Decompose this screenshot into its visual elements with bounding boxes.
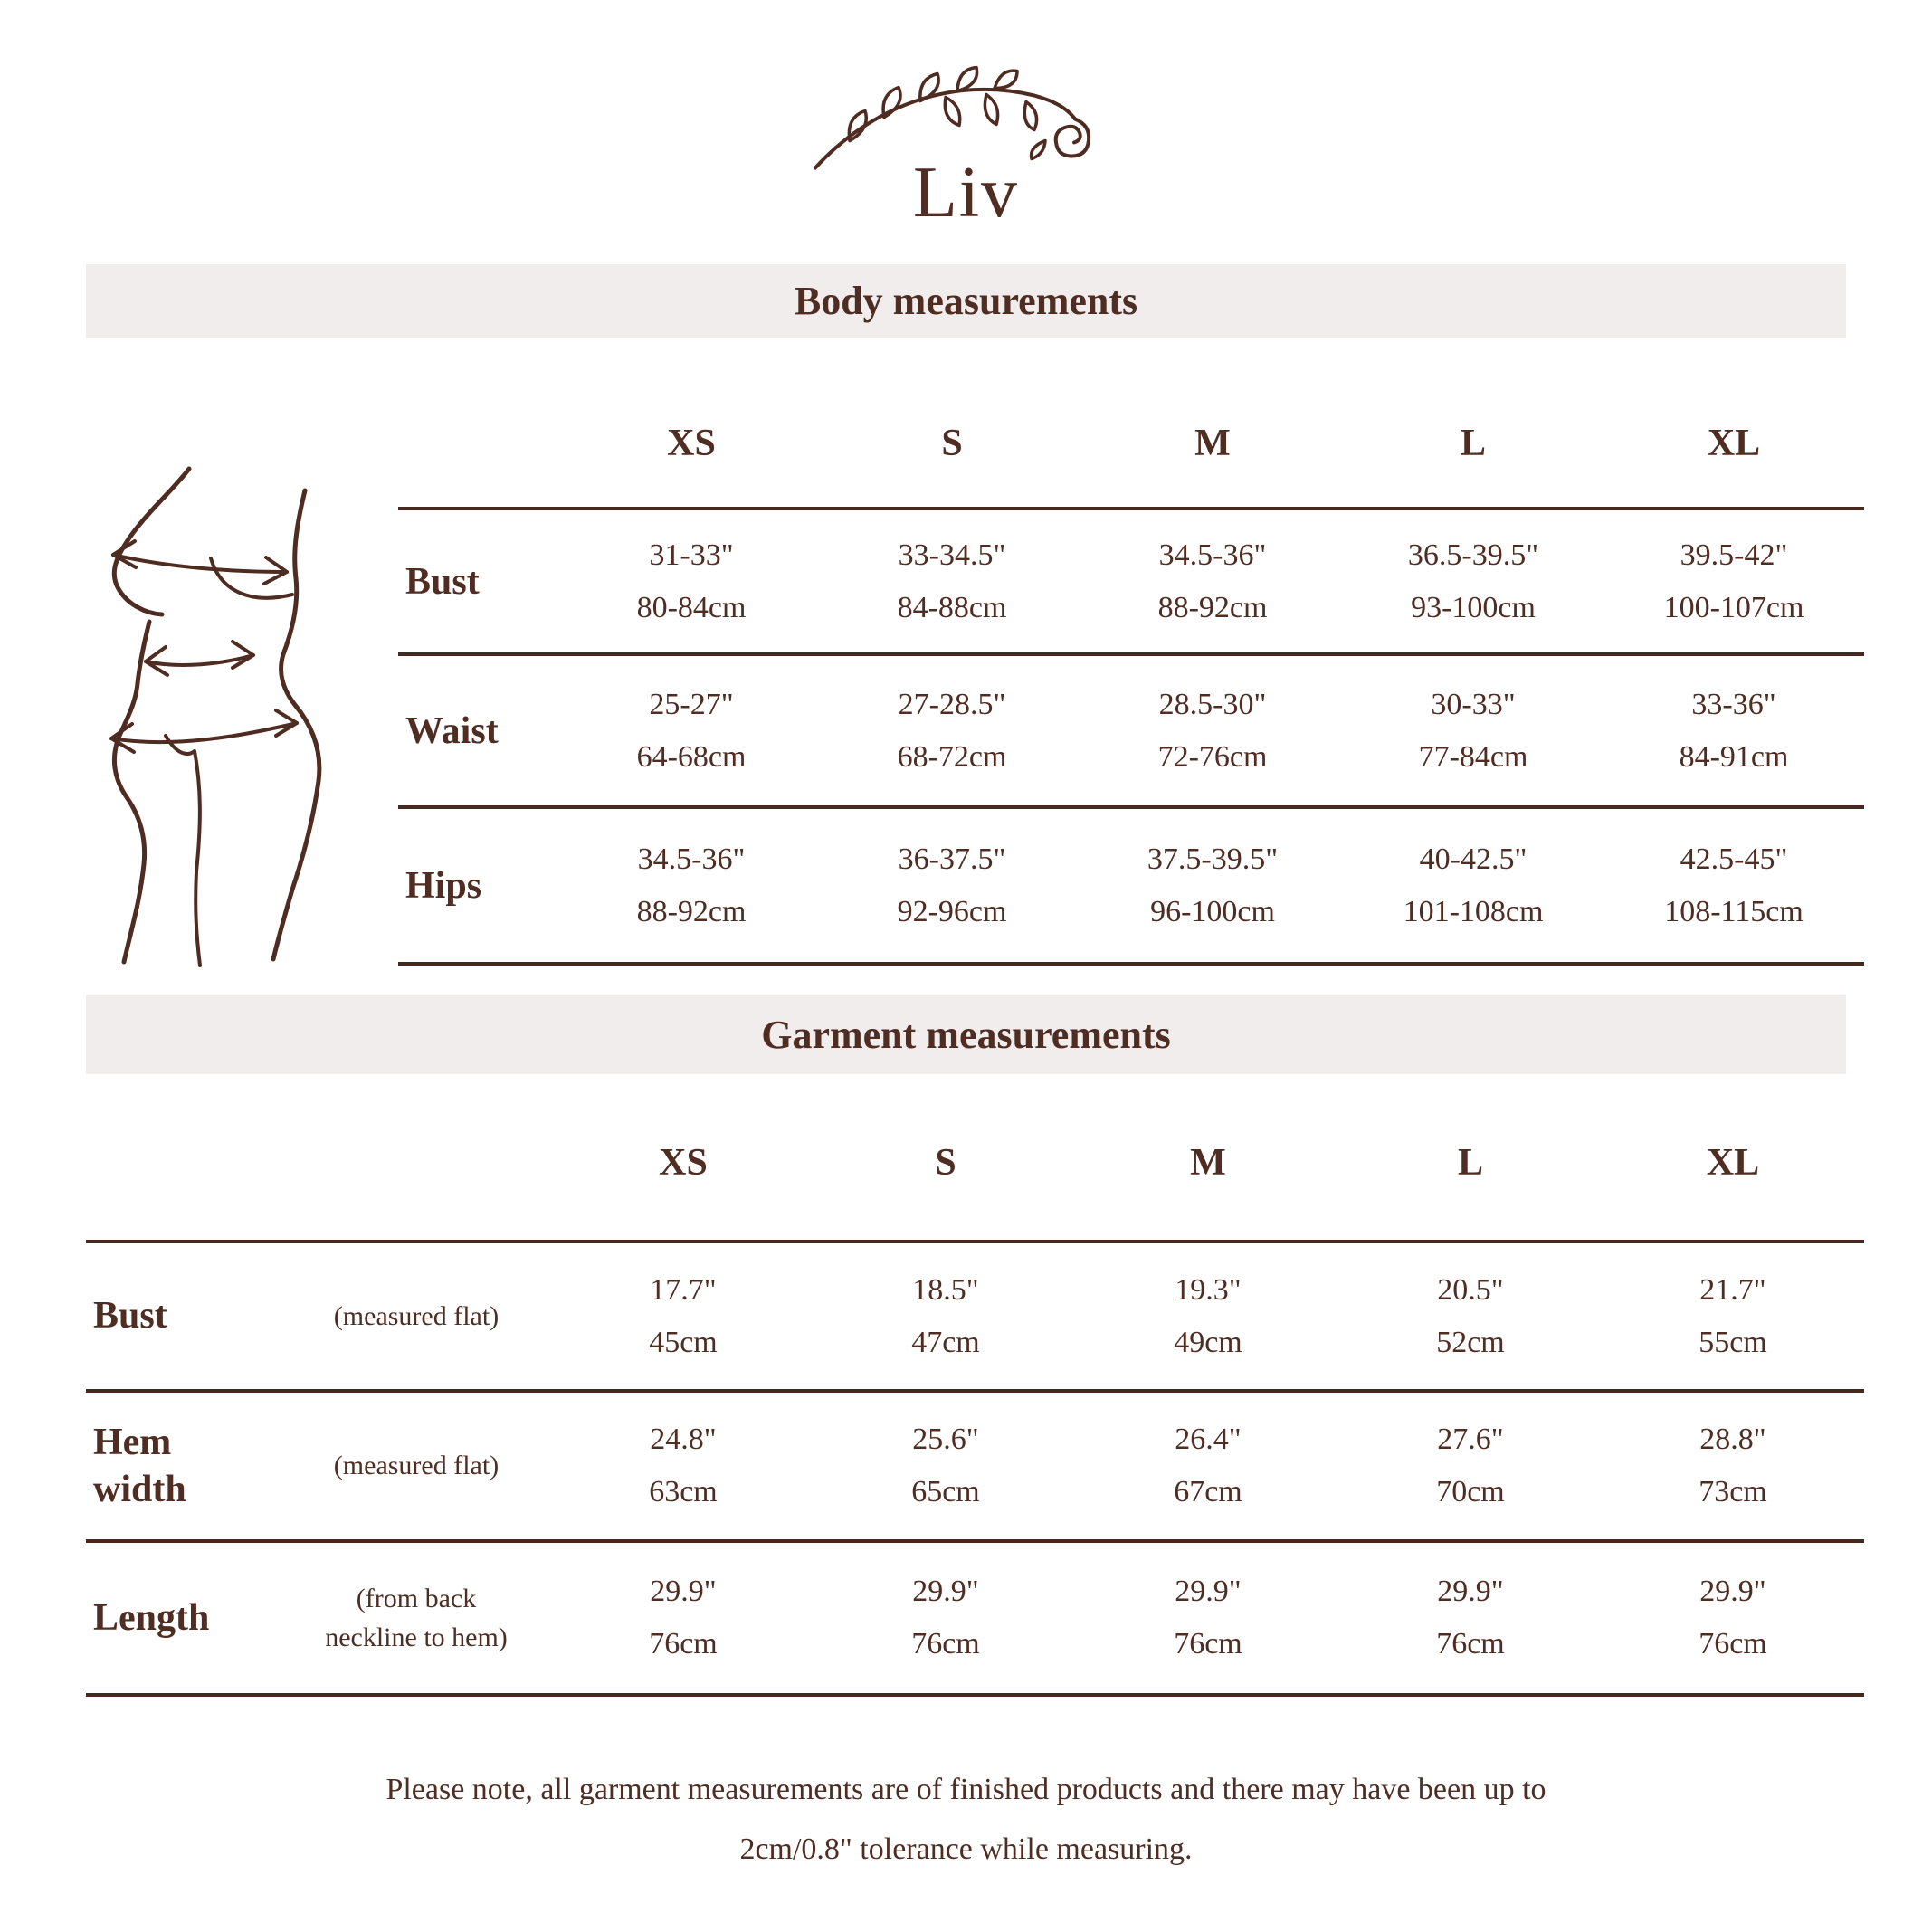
garment-hem-width-row [86,1391,1864,1541]
garment-size-header-row [86,1086,1864,1242]
garment-size-header-s: S [935,1142,956,1184]
garment-length-xs-cell: 29.9" 76cm [649,1575,718,1661]
size-header-s: S [941,423,963,464]
garment-length-m-cell: 29.9" 76cm [1174,1575,1242,1661]
garment-measurements-table [86,1086,1864,1697]
garment-row-label-bust: Bust [93,1295,167,1337]
size-header-xl: XL [1707,423,1761,464]
garment-size-header-xs: XS [659,1142,708,1184]
garment-hem-xs-cell: 24.8" 63cm [649,1423,718,1508]
garment-measurements-title: Garment measurements [761,1013,1171,1057]
garment-bust-note: (measured flat) [333,1300,500,1331]
garment-size-header-l: L [1457,1142,1483,1184]
size-header-xs: XS [667,423,716,464]
garment-bust-s-cell: 18.5" 47cm [911,1272,980,1359]
size-header-m: M [1194,423,1231,464]
garment-size-header-xl: XL [1706,1142,1760,1184]
waist-xs-cell: 25-27" 64-68cm [636,687,747,774]
bust-xl-cell: 39.5-42" 100-107cm [1663,538,1804,624]
hips-m-cell: 37.5-39.5" 96-100cm [1147,842,1279,928]
garment-bust-xs-cell: 17.7" 45cm [649,1272,718,1359]
tolerance-note-line1: Please note, all garment measurements are of finished products and there may have been up to [385,1773,1547,1806]
garment-hem-s-cell: 25.6" 65cm [911,1423,980,1508]
garment-length-s-cell: 29.9" 76cm [911,1575,980,1661]
waist-xl-cell: 33-36" 84-91cm [1679,687,1789,774]
waist-s-cell: 27-28.5" 68-72cm [897,687,1007,774]
garment-length-l-cell: 29.9" 76cm [1436,1575,1505,1661]
bust-s-cell: 33-34.5" 84-88cm [897,538,1007,624]
body-bust-row [398,509,1864,654]
garment-measurements-header [86,995,1846,1074]
garment-length-note: (from back neckline to hem) [325,1583,508,1652]
body-figure-icon [86,466,357,982]
tolerance-note-line2: 2cm/0.8" tolerance while measuring. [739,1832,1193,1867]
garment-length-xl-cell: 29.9" 76cm [1699,1575,1767,1661]
garment-size-header-m: M [1190,1142,1226,1184]
body-waist-row [398,654,1864,807]
waist-l-cell: 30-33" 77-84cm [1418,687,1528,774]
garment-bust-l-cell: 20.5" 52cm [1436,1272,1505,1359]
hips-xl-cell: 42.5-45" 108-115cm [1664,842,1804,928]
garment-hem-m-cell: 26.4" 67cm [1174,1423,1242,1508]
empty-cell [86,1086,281,1242]
bust-xs-cell: 31-33" 80-84cm [636,538,747,624]
garment-length-row [86,1541,1864,1695]
garment-row-label-hem-width: Hem width [93,1421,186,1510]
garment-hem-note: (measured flat) [333,1451,500,1481]
body-measurements-table [398,380,1864,966]
row-label-bust: Bust [405,560,480,603]
body-measurements-title: Body measurements [794,279,1138,323]
bust-l-cell: 36.5-39.5" 93-100cm [1407,538,1539,624]
garment-hem-xl-cell: 28.8" 73cm [1699,1423,1767,1508]
empty-cell [281,1086,552,1242]
row-label-hips: Hips [405,864,482,907]
empty-cell [398,380,561,509]
garment-bust-row [86,1242,1864,1391]
hips-s-cell: 36-37.5" 92-96cm [897,842,1007,928]
bust-m-cell: 34.5-36" 88-92cm [1157,538,1268,624]
body-measurements-header [86,264,1846,338]
garment-row-label-length: Length [93,1596,210,1639]
garment-bust-m-cell: 19.3" 49cm [1174,1272,1242,1359]
body-hips-row [398,807,1864,964]
garment-bust-xl-cell: 21.7" 55cm [1699,1272,1767,1359]
waist-m-cell: 28.5-30" 72-76cm [1157,687,1268,774]
body-size-header-row [398,380,1864,509]
hips-l-cell: 40-42.5" 101-108cm [1403,842,1544,928]
tolerance-note [0,1760,1932,1880]
brand-title: Liv [912,153,1020,233]
garment-hem-l-cell: 27.6" 70cm [1436,1423,1505,1508]
row-label-waist: Waist [405,709,499,752]
hips-xs-cell: 34.5-36" 88-92cm [636,842,747,928]
size-header-l: L [1460,423,1486,464]
